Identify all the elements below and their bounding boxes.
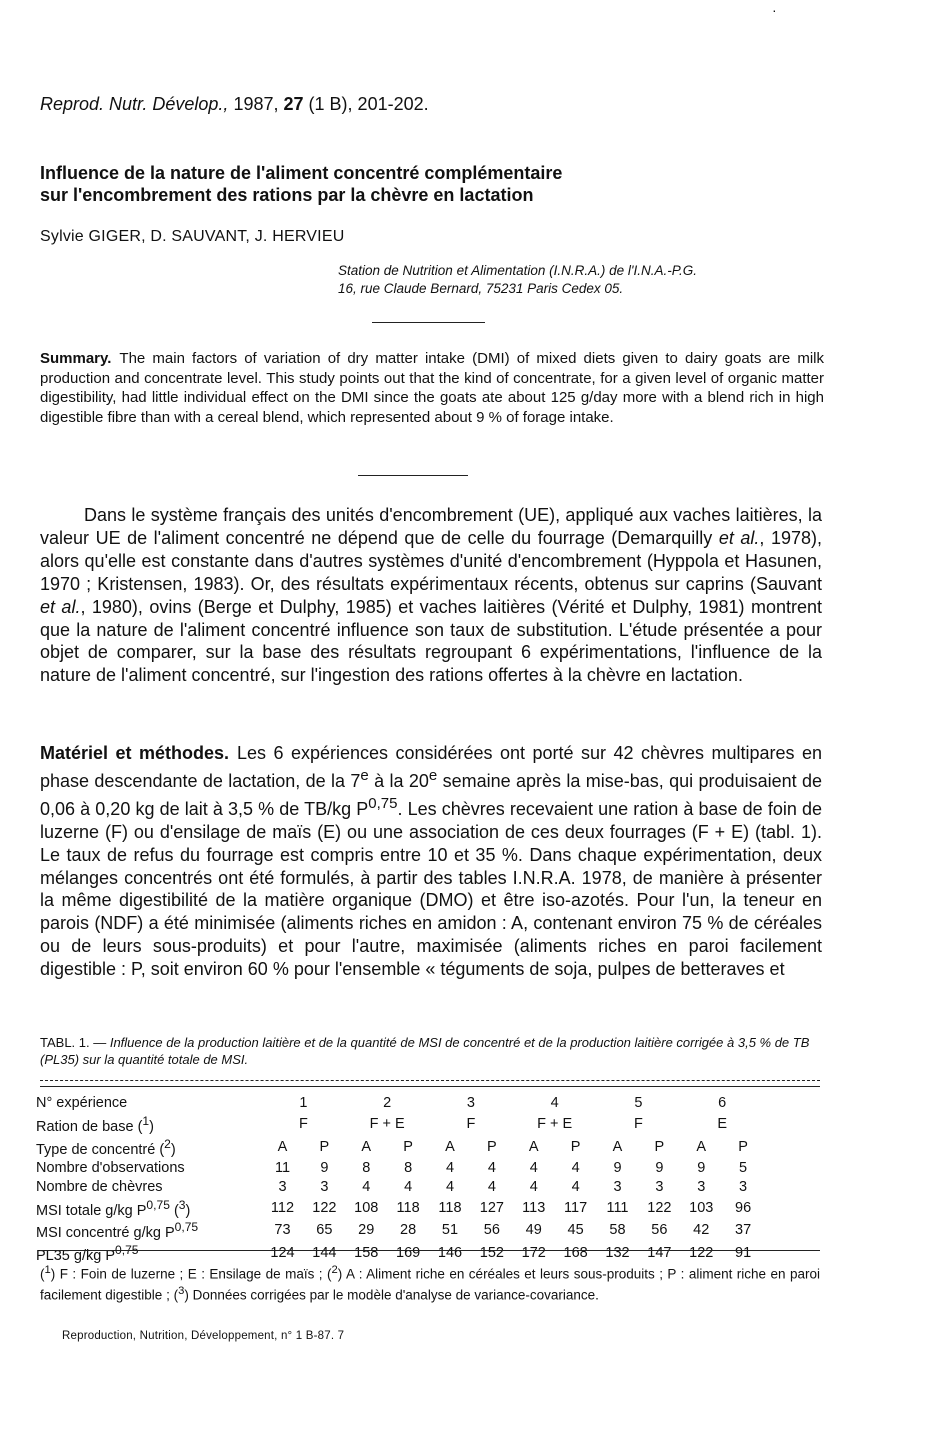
intro-paragraph <box>40 504 822 687</box>
value-cell: 124 <box>270 1245 295 1262</box>
footnote-text: A : Aliment riche en céréales et leurs sous-produits ; P : aliment riche en paroi facilement digestible ; <box>40 1266 820 1302</box>
value-cell: 112 <box>270 1199 295 1216</box>
value-cell: 4 <box>445 1178 455 1195</box>
value-cell: 111 <box>606 1199 629 1216</box>
superscript: 0,75 <box>146 1197 170 1212</box>
value-cell: 4 <box>487 1178 496 1195</box>
value-cell: 96 <box>735 1199 752 1216</box>
article-title <box>40 162 800 206</box>
intro-text: , 1980), ovins (Berge et Dulphy, 1985) et vaches laitières (Vérité et Dulphy, 1981) montrent que la nature de l'aliment concentré influence son taux de substitution. L'étude présentée a pour objet de comparer, sur la base des résultats regroupant 6 expérimentations, l'influence de la nature de l'aliment concentré, sur l'ingestion des rations offertes à la chèvre en lactation. <box>40 596 822 686</box>
superscript: 0,75 <box>115 1243 139 1258</box>
value-cell: 3 <box>320 1178 329 1195</box>
row-label: MSI totale g/kg P$^{0,75}$ ($^3$) <box>36 1197 191 1219</box>
value-cell: 5 <box>739 1159 748 1176</box>
value-cell: 3 <box>697 1178 706 1195</box>
value-cell: 3 <box>278 1178 287 1195</box>
table-row <box>34 1094 764 1113</box>
type-cell: A <box>528 1138 539 1155</box>
type-cell: A <box>696 1138 707 1155</box>
table-rule <box>40 1086 820 1087</box>
table-row <box>34 1197 764 1220</box>
table-footnote: ($^1$) F : Foin de luzerne ; E : Ensilage de maïs ; ($^2$) A : Aliment riche en céréales et leurs sous-produits ; P : aliment riche en paroi facilement digestible ; ($^3$) Données corrigées par le modèle d'analyse de variance-covariance. <box>40 1264 820 1302</box>
ration-cell: F + E <box>369 1115 405 1132</box>
type-cell: A <box>612 1138 623 1155</box>
value-cell: 172 <box>521 1245 546 1262</box>
table-rule <box>40 1250 820 1251</box>
value-cell: 56 <box>483 1222 500 1239</box>
note-marker: 2 <box>331 1264 338 1276</box>
value-cell: 113 <box>522 1199 546 1216</box>
value-cell: 4 <box>362 1178 371 1195</box>
ration-cell: F <box>298 1115 308 1132</box>
journal-reference <box>40 94 429 115</box>
type-cell: A <box>361 1138 372 1155</box>
type-cell: P <box>738 1138 748 1155</box>
value-cell: 91 <box>735 1245 752 1262</box>
summary-label: Summary. <box>40 350 112 367</box>
methods-text: Les 6 expériences considérées ont porté sur 42 chèvres multipares en phase descendante de lactation, de la 7 <box>40 743 822 791</box>
table-row <box>34 1178 764 1197</box>
footnote-text: Données corrigées par le modèle d'analyse de variance-covariance. <box>188 1287 599 1302</box>
authors: Sylvie GIGER, D. SAUVANT, J. HERVIEU <box>40 228 345 245</box>
ration-cell: E <box>717 1115 727 1132</box>
methods-text: à la 20 <box>368 770 429 791</box>
row-label: N° expérience <box>36 1095 128 1111</box>
experience-number: 2 <box>383 1095 392 1111</box>
value-cell: 37 <box>735 1222 752 1239</box>
value-cell: 169 <box>396 1245 421 1262</box>
experience-number: 1 <box>299 1095 308 1111</box>
methods-text: semaine après la mise-bas, qui produisaient de 0,06 à 0,20 kg de lait à 3,5 % de TB/kg P <box>40 770 822 819</box>
type-cell: P <box>570 1138 581 1155</box>
value-cell: 29 <box>358 1222 375 1239</box>
row-label: Nombre d'observations <box>36 1159 185 1176</box>
row-label-text: Type de concentré <box>36 1141 156 1158</box>
intro-etal: et al. <box>40 596 81 617</box>
value-cell: 103 <box>689 1199 714 1216</box>
corner-mark: · <box>772 2 777 18</box>
value-cell: 118 <box>438 1199 462 1216</box>
value-cell: 168 <box>563 1245 588 1262</box>
table-caption <box>40 1034 822 1068</box>
value-cell: 4 <box>529 1178 538 1195</box>
row-label-text: MSI concentré g/kg P <box>36 1225 175 1242</box>
value-cell: 4 <box>445 1159 455 1176</box>
value-cell: 4 <box>404 1178 413 1195</box>
superscript: 0,75 <box>368 794 398 812</box>
footnote-text: F : Foin de luzerne ; E : Ensilage de maïs ; <box>55 1266 328 1282</box>
affiliation <box>338 262 838 298</box>
experience-number: 5 <box>634 1095 643 1111</box>
page-footer: Reproduction, Nutrition, Développement, n° 1 B-87. 7 <box>62 1330 345 1342</box>
journal-issue-pages: (1 B), 201-202. <box>308 94 429 114</box>
separator-rule <box>372 322 485 323</box>
value-cell: 4 <box>487 1159 496 1176</box>
table-rule <box>40 1080 820 1081</box>
value-cell: 144 <box>312 1245 337 1262</box>
summary-text: The main factors of variation of dry matter intake (DMI) of mixed diets given to dairy goats are milk production and concentrate level. This study points out that the kind of concentrate, for a given level of organic matter digestibility, had little individual effect on the DMI since the goats ate about 125 g/day more with a blend rich in high digestible fibre than with a cereal blend, which represented about 9 % of forage intake. <box>40 350 824 426</box>
ration-cell: F + E <box>537 1115 573 1132</box>
experience-number: 4 <box>550 1095 559 1111</box>
row-label <box>34 1219 262 1242</box>
ration-cell: F <box>466 1115 476 1132</box>
intro-text: Dans le système français des unités d'encombrement (UE), appliqué aux vaches laitières, la valeur UE de l'aliment concentré ne dépend que de celle du fourrage (Demarquilly <box>40 505 822 548</box>
type-cell: P <box>319 1138 330 1155</box>
methods-text: . Les chèvres recevaient une ration à base de foin de luzerne (F) ou d'ensilage de maïs (E) ou une association de ces deux fourrages (F + E) (tabl. 1). Le taux de refus du fourrage est compris entre 10 et 35 %. Dans chaque expérimentation, deux mélanges concentrés ont été formulés, à partir des tables I.N.R.A. 1978, de manière à présenter la même digestibilité de la matière organique (DMO) et être iso-azotés. Pour l'un, la teneur en parois (NDF) a été minimisée (aliments riches en amidon : A, contenant environ 75 % de céréales ou de leurs sous-produits) et pour l'autre, maximisée (aliments riches en paroi facilement digestible : P, soit environ 60 % pour l'ensemble « téguments de soja, pulpes de betteraves et <box>40 798 822 980</box>
row-label-text: MSI totale g/kg P <box>36 1202 147 1219</box>
table-row <box>34 1113 764 1136</box>
data-table <box>34 1094 764 1265</box>
experience-number: 3 <box>466 1095 475 1111</box>
table-row <box>34 1136 764 1159</box>
row-label: Nombre de chèvres <box>36 1178 163 1195</box>
value-cell: 9 <box>655 1159 664 1176</box>
type-cell: P <box>487 1138 497 1155</box>
value-cell: 147 <box>647 1245 672 1262</box>
note-marker: 1 <box>44 1264 51 1276</box>
row-label: Ration de base ($^1$) <box>36 1114 154 1135</box>
value-cell: 28 <box>400 1222 417 1239</box>
table-label: TABL. 1. — <box>40 1035 110 1050</box>
value-cell: 42 <box>693 1222 710 1239</box>
affiliation-line: 16, rue Claude Bernard, 75231 Paris Cedex 05. <box>338 281 624 296</box>
value-cell: 132 <box>605 1245 630 1262</box>
journal-year: 1987, <box>233 94 279 114</box>
note-marker: 2 <box>164 1136 171 1151</box>
value-cell: 127 <box>479 1199 504 1216</box>
superscript: e <box>360 766 369 784</box>
value-cell: 8 <box>404 1159 413 1176</box>
separator-rule <box>358 475 468 476</box>
experience-number: 6 <box>718 1095 727 1111</box>
value-cell: 58 <box>609 1222 626 1239</box>
ration-cell: F <box>633 1115 643 1132</box>
value-cell: 65 <box>316 1222 333 1239</box>
type-cell: P <box>654 1138 665 1155</box>
row-label-text: Ration de base <box>36 1118 134 1135</box>
value-cell: 158 <box>354 1245 379 1262</box>
value-cell: 3 <box>613 1178 622 1195</box>
type-cell: A <box>277 1138 288 1155</box>
journal-name: Reprod. Nutr. Dévelop., <box>40 94 229 114</box>
table-row <box>34 1219 764 1242</box>
intro-etal: et al. <box>718 527 760 548</box>
type-cell: P <box>403 1138 413 1155</box>
row-label: Type de concentré ($^2$) <box>36 1136 176 1158</box>
value-cell: 51 <box>441 1222 459 1239</box>
value-cell: 3 <box>739 1178 748 1195</box>
title-line: sur l'encombrement des rations par la chèvre en lactation <box>40 185 534 205</box>
type-cell: A <box>445 1138 455 1155</box>
value-cell: 152 <box>479 1245 504 1262</box>
value-cell: 4 <box>571 1159 580 1176</box>
value-cell: 45 <box>567 1222 584 1239</box>
value-cell: 122 <box>647 1199 672 1216</box>
value-cell: 9 <box>320 1159 329 1176</box>
summary <box>40 349 824 427</box>
table-caption-text: Influence de la production laitière et de la quantité de MSI de concentré et de la production laitière corrigée à 3,5 % de TB (PL35) sur la quantité totale de MSI. <box>40 1035 810 1067</box>
methods-paragraph <box>40 742 822 981</box>
value-cell: 56 <box>651 1222 668 1239</box>
value-cell: 8 <box>362 1159 371 1176</box>
superscript: e <box>428 766 438 784</box>
value-cell: 3 <box>655 1178 664 1195</box>
value-cell: 108 <box>354 1199 379 1216</box>
value-cell: 9 <box>613 1159 622 1176</box>
row-label-text: PL35 g/kg P <box>36 1248 115 1265</box>
value-cell: 73 <box>274 1222 291 1239</box>
value-cell: 122 <box>689 1245 714 1262</box>
note-marker: 3 <box>178 1197 186 1212</box>
value-cell: 4 <box>529 1159 538 1176</box>
affiliation-line: Station de Nutrition et Alimentation (I.N.R.A.) de l'I.N.A.-P.G. <box>338 263 697 278</box>
title-line: Influence de la nature de l'aliment concentré complémentaire <box>40 163 563 183</box>
value-cell: 11 <box>274 1159 291 1176</box>
note-marker: 1 <box>142 1114 150 1128</box>
note-marker: 3 <box>178 1284 185 1297</box>
value-cell: 9 <box>697 1159 706 1176</box>
intro-text: , 1978), alors qu'elle est constante dans d'autres systèmes d'unité d'encombrement (Hyppola et Hasunen, 1970 ; Kristensen, 1983). Or, des résultats expérimentaux récents, obtenus sur caprins (Sauvant <box>40 527 823 594</box>
journal-volume: 27 <box>283 94 304 114</box>
value-cell: 118 <box>396 1199 420 1216</box>
value-cell: 117 <box>564 1199 588 1216</box>
superscript: 0,75 <box>174 1220 199 1235</box>
table-row <box>34 1159 764 1178</box>
value-cell: 146 <box>437 1245 463 1262</box>
value-cell: 4 <box>571 1178 580 1195</box>
value-cell: 49 <box>525 1222 542 1239</box>
value-cell: 122 <box>312 1199 337 1216</box>
methods-heading: Matériel et méthodes. <box>40 743 229 763</box>
